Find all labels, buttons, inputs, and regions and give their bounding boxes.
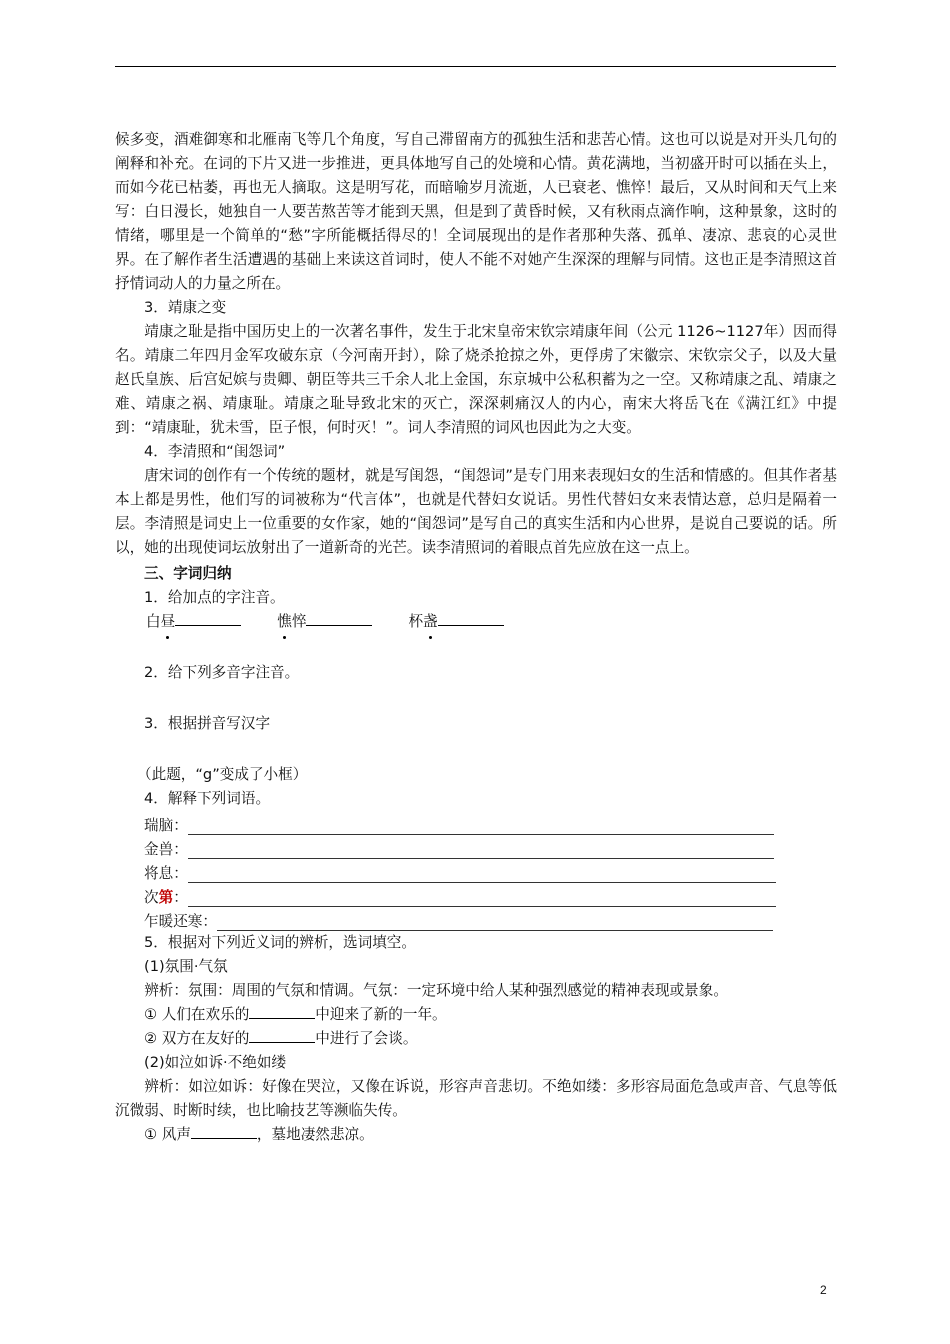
synonym-group-2-analysis: 辨析：如泣如诉：好像在哭泣，又像在诉说，形容声音悲切。不绝如缕：多形容局面危急或声音、气息等低沉微弱、时断时续，也比喻技艺等濒临失传。 [115, 1078, 837, 1119]
definition-row: 次第： [115, 883, 837, 907]
answer-blank[interactable] [191, 1123, 257, 1139]
section-3-body: 靖康之耻是指中国历史上的一次著名事件，发生于北宋皇帝宋钦宗靖康年间（公元 1126~1127年）因而得名。靖康二年四月金军攻破东京（今河南开封），除了烧杀抢掠之外，更俘虏了宋徽宗、宋钦宗父子，以及大量赵氏皇族、后宫妃嫔与贵卿、朝臣等共三千余人北上金国，东京城中公私积蓄为之一空。又称靖康之乱、靖康之难、靖康之祸、靖康耻。靖康之耻导致北宋的灭亡，深深刺痛汉人的内心，南宋大将岳飞在《满江红》中提到：“靖康耻，犹未雪，臣子恨，何时灭！”。词人李清照的词风也因此为之大变。 [115, 323, 837, 436]
question-3-note: （此题，“g”变成了小框） [137, 766, 308, 783]
question-1-words [115, 610, 837, 634]
part-3-heading: 三、字词归纳 [144, 565, 232, 582]
answer-line[interactable] [188, 844, 774, 859]
answer-blank[interactable] [249, 1027, 315, 1043]
synonym-group-1-title: (1)氛围·气氛 [144, 958, 228, 975]
question-2: 2．给下列多音字注音。 [144, 664, 300, 681]
word-item: 憔悴 [277, 610, 372, 634]
answer-blank[interactable] [438, 610, 504, 626]
question-1: 1．给加点的字注音。 [144, 589, 285, 606]
definition-row: 将息： [115, 859, 837, 883]
fill-item: ① 风声 ，墓地凄然悲凉。 [115, 1123, 837, 1147]
answer-blank[interactable] [249, 1003, 315, 1019]
synonym-group-1-analysis: 辨析：氛围：周围的气氛和情调。气氛：一定环境中给人某种强烈感觉的精神表现或景象。 [144, 982, 728, 999]
answer-blank[interactable] [306, 610, 372, 626]
paragraph-continued: 候多变，酒难御寒和北雁南飞等几个角度，写自己滞留南方的孤独生活和悲苦心情。这也可以说是对开头几句的阐释和补充。在词的下片又进一步推进，更具体地写自己的处境和心情。黄花满地，当初盛开时可以插在头上，而如今花已枯萎，再也无人摘取。这是明写花，而暗喻岁月流逝，人已衰老、憔悴！最后，又从时间和天气上来写：白日漫长，她独自一人要苦熬苦等才能到天黑，但是到了黄昏时候，又有秋雨点滴作响，这种景象，这时的情绪，哪里是一个简单的“愁”字所能概括得尽的！全词展现出的是作者那种失落、孤单、凄凉、悲哀的心灵世界。在了解作者生活遭遇的基础上来读这首词时，使人不能不对她产生深深的理解与同情。这也正是李清照这首抒情词动人的力量之所在。 [115, 131, 837, 292]
fill-item: ② 双方在友好的 中进行了会谈。 [115, 1027, 837, 1051]
section-3-heading: 3．靖康之变 [144, 299, 227, 316]
question-3: 3．根据拼音写汉字 [144, 715, 271, 732]
answer-line[interactable] [188, 820, 774, 835]
answer-blank[interactable] [175, 610, 241, 626]
fill-item: ① 人们在欢乐的 中迎来了新的一年。 [115, 1003, 837, 1027]
word-item: 杯盏 [408, 610, 503, 634]
page-number: 2 [820, 1283, 827, 1297]
answer-line[interactable] [188, 892, 776, 907]
page-content [115, 128, 837, 1147]
synonym-group-2-title: (2)如泣如诉·不绝如缕 [144, 1054, 287, 1071]
question-5: 5．根据对下列近义词的辨析，选词填空。 [144, 934, 416, 951]
definition-row: 瑞脑： [115, 811, 837, 835]
word-item: 白昼 [146, 610, 241, 634]
header-rule [115, 66, 836, 67]
answer-line[interactable] [188, 868, 776, 883]
definition-row: 乍暖还寒： [115, 907, 837, 931]
definition-row: 金兽： [115, 835, 837, 859]
answer-line[interactable] [217, 916, 773, 931]
question-4: 4．解释下列词语。 [144, 790, 271, 807]
section-4-heading: 4．李清照和“闺怨词” [144, 443, 286, 460]
section-4-body: 唐宋词的创作有一个传统的题材，就是写闺怨，“闺怨词”是专门用来表现妇女的生活和情感的。但其作者基本上都是男性，他们写的词被称为“代言体”，也就是代替妇女说话。男性代替妇女来表情达意，总归是隔着一层。李清照是词史上一位重要的女作家，她的“闺怨词”是写自己的真实生活和内心世界，是说自己要说的话。所以，她的出现使词坛放射出了一道新奇的光芒。读李清照词的着眼点首先应放在这一点上。 [115, 467, 837, 556]
